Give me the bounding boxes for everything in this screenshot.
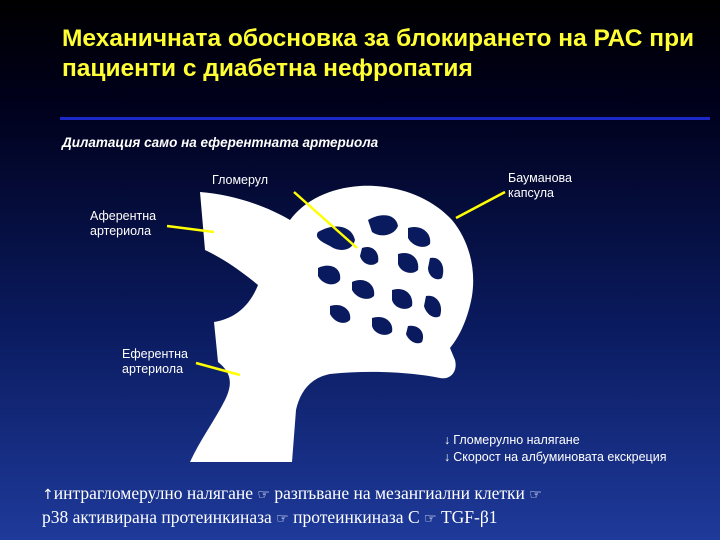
slide-title: Механичната обосновка за блокирането на РАС при пациенти с диабетна нефропатия — [62, 25, 695, 82]
pointing-hand-icon: ☞ — [276, 511, 289, 527]
down-arrow-icon: ↓ — [444, 433, 451, 447]
afferent-arteriole-label: Аферентна артериола — [90, 209, 157, 238]
pointing-hand-icon: ☞ — [424, 511, 437, 527]
down-arrow-icon: ↓ — [444, 450, 451, 464]
pointing-hand-icon: ☞ — [257, 487, 270, 503]
slide-subtitle: Дилатация само на еферентната артериола — [62, 135, 379, 150]
effect-item: ↓ Скорост на албуминовата екскреция — [444, 450, 667, 464]
bowman-capsule-label: Бауманова капсула — [508, 171, 572, 200]
up-arrow-icon: ↑ — [42, 487, 54, 503]
efferent-arteriole-label: Еферентна артериола — [122, 347, 188, 376]
glomerulus-label: Гломерул — [212, 173, 269, 187]
bowman-capsule-pointer-line — [456, 192, 505, 218]
effect-item: ↓ Гломерулно налягане — [444, 433, 580, 447]
pointing-hand-icon: ☞ — [529, 487, 542, 503]
effects-list — [444, 432, 666, 466]
mechanism-chain: ↑интрагломерулно налягане ☞ разпъване на мезангиални клетки ☞ р38 активирана протеинкиназа ☞ протеинкиназа С ☞ TGF-β1 — [42, 483, 542, 527]
